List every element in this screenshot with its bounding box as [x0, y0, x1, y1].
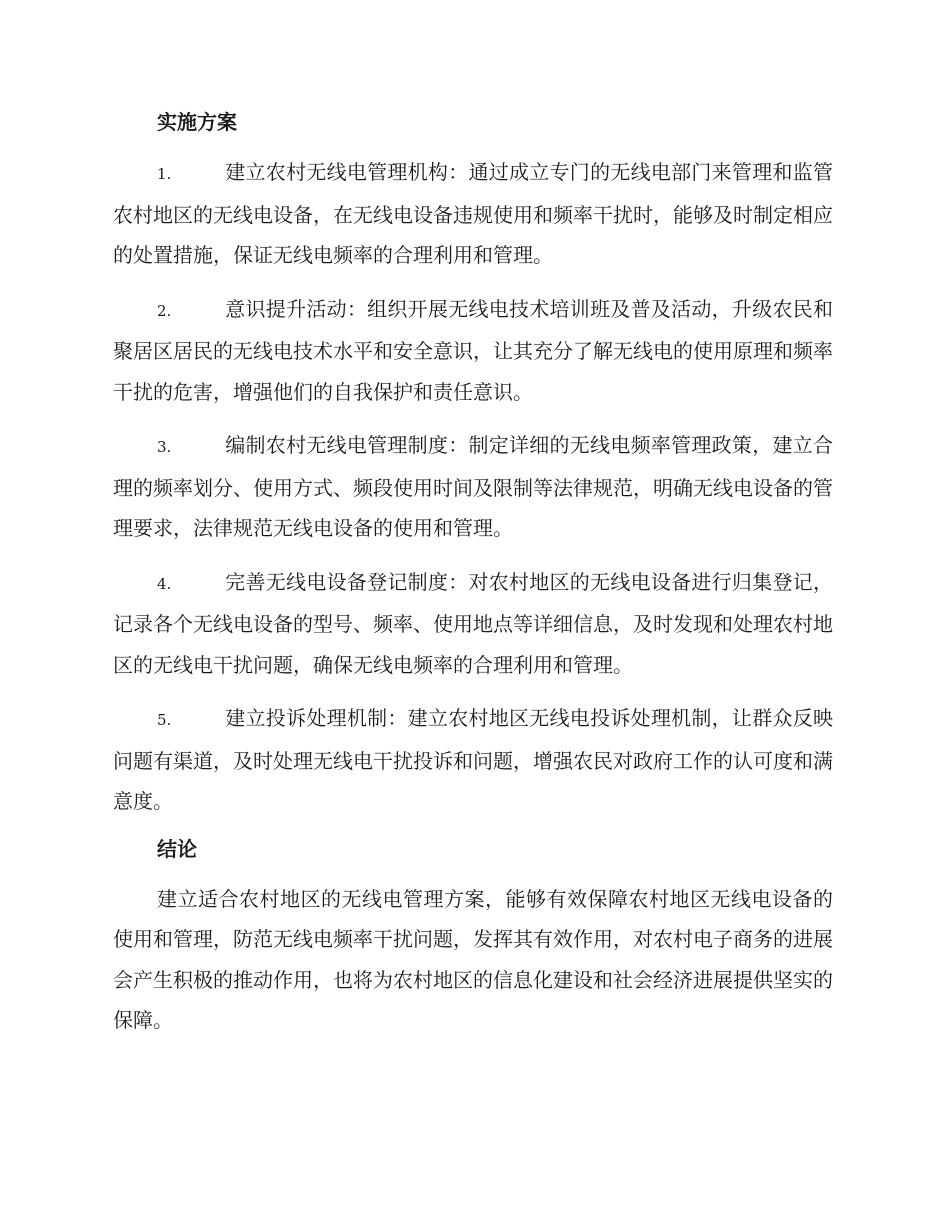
- list-item-text: 编制农村无线电管理制度：制定详细的无线电频率管理政策，建立合理的频率划分、使用方式、频段使用时间及限制等法律规范，明确无线电设备的管理要求，法律规范无线电设备的使用和管理。: [113, 433, 833, 540]
- section-heading-conclusion: 结论: [157, 836, 197, 861]
- list-item-number: 1.: [157, 165, 172, 183]
- list-item-number: 2.: [157, 301, 172, 320]
- list-item-text: 完善无线电设备登记制度：对农村地区的无线电设备进行归集登记，记录各个无线电设备的型号、频率、使用地点等详细信息，及时发现和处理农村地区的无线电干扰问题，确保无线电频率的合理利用和管理。: [113, 569, 833, 677]
- section-heading-plan: 实施方案: [157, 110, 237, 134]
- list-item-number: 5.: [157, 711, 172, 729]
- list-item: [113, 152, 833, 276]
- list-item: [113, 698, 833, 822]
- conclusion-paragraph: 建立适合农村地区的无线电管理方案，能够有效保障农村地区无线电设备的使用和管理，防范无线电频率干扰问题，发挥其有效作用，对农村电子商务的进展会产生积极的推动作用，也将为农村地区的信息化建设和社会经济进展提供坚实的保障。: [113, 886, 833, 1032]
- list-item-number: 4.: [157, 574, 172, 593]
- list-item-text: 建立投诉处理机制：建立农村地区无线电投诉处理机制，让群众反映问题有渠道，及时处理无线电干扰投诉和问题，增强农民对政府工作的认可度和满意度。: [113, 706, 833, 813]
- list-item-number: 3.: [157, 438, 172, 456]
- list-item: [113, 289, 833, 413]
- list-item: [113, 562, 833, 686]
- list-item-text: 建立农村无线电管理机构：通过成立专门的无线电部门来管理和监管农村地区的无线电设备，在无线电设备违规使用和频率干扰时，能够及时制定相应的处置措施，保证无线电频率的合理利用和管理。: [113, 160, 833, 267]
- document-page: [113, 108, 833, 1041]
- list-item-text: 意识提升活动：组织开展无线电技术培训班及普及活动，升级农民和聚居区居民的无线电技术水平和安全意识，让其充分了解无线电的使用原理和频率干扰的危害，增强他们的自我保护和责任意识。: [113, 296, 833, 404]
- list-item: [113, 425, 833, 549]
